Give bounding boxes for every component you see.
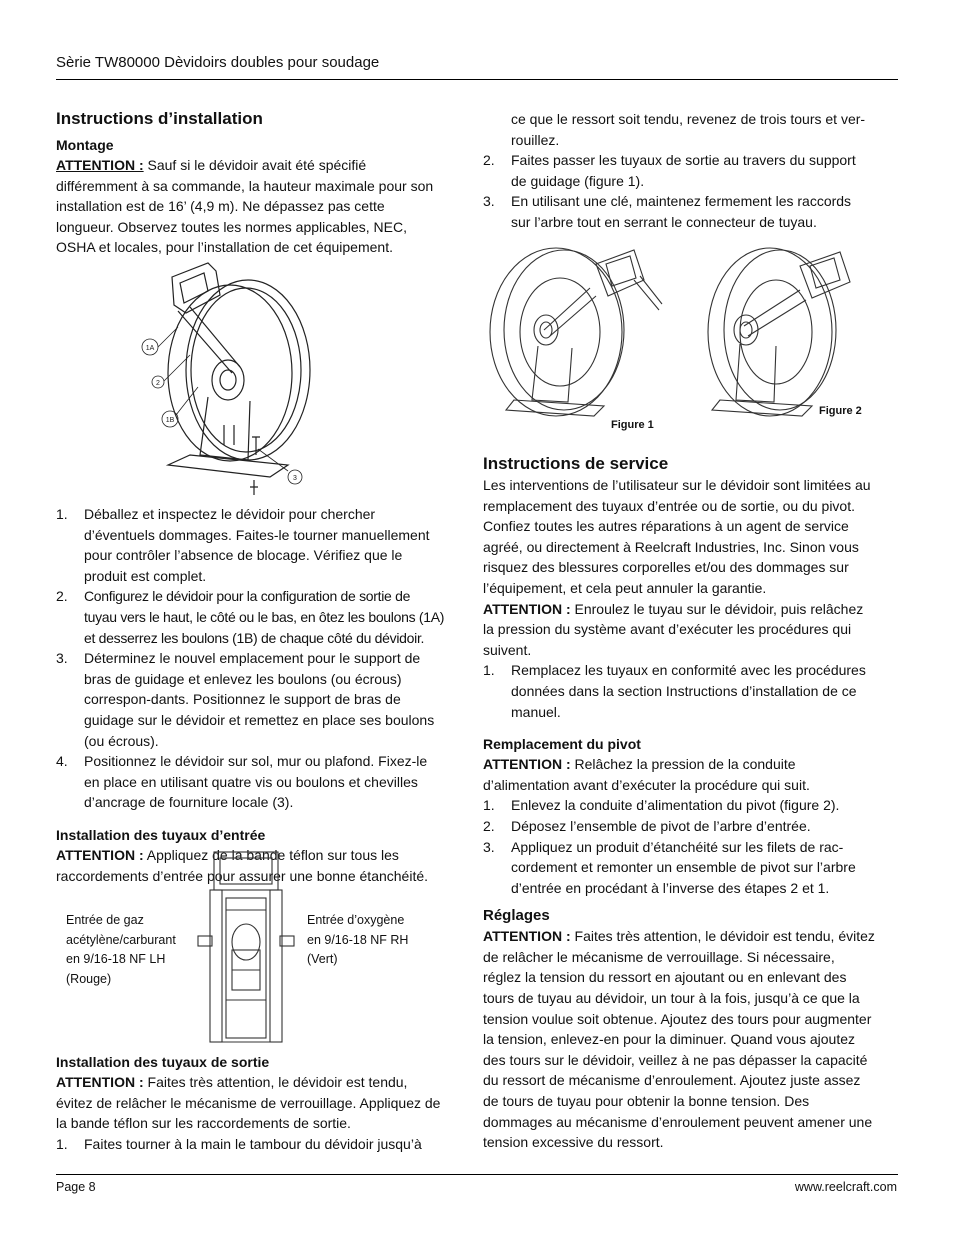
adjust-heading: Réglages (483, 907, 550, 925)
pivot-attention-paragraph: ATTENTION : Relâchez la pression de la conduite d’alimentation avant d’exécuter la procédure qui suit. (483, 756, 810, 793)
montage-heading: Montage (56, 137, 114, 153)
header-rule (56, 79, 898, 80)
gas-inlet-right-label: Entrée d’oxygène en 9/16-18 NF RH (Vert) (307, 913, 409, 966)
outlet-step-continuation: ce que le ressort soit tendu, revenez de trois tours et ver-rouillez. (511, 111, 866, 148)
install-step: 3. Déterminez le nouvel emplacement pour le support de bras de guidage et enlevez les boulons (ou écrous) correspon-dants. Positionnez le support de bras de guidage sur le dévidoir et remettez en place ses boulons (ou écrous). (56, 650, 435, 749)
pivot-heading: Remplacement du pivot (483, 736, 641, 753)
service-paragraph: Les interventions de l’utilisateur sur le dévidoir sont limitées au remplacement des tuyaux d’entrée ou de sortie, ou du pivot. Confiez toutes les autres réparations à un agent de service agréé, ou directement à Reelcraft Industries, Inc. Sinon vous risquez des blessures corporelles et/ou des dommages sur l’équipement, et cela peut annuler la garantie. (483, 477, 871, 596)
montage-attention-label: ATTENTION : (56, 157, 144, 173)
figure-1-drawing (484, 240, 664, 420)
inlet-text: Appliquez de la bande téflon sur tous les raccordements d’entrée pour assurer une bonne étanchéité. (56, 846, 429, 884)
left-steps-block (56, 504, 446, 886)
pivot-attention-label: ATTENTION : (483, 756, 571, 773)
document-header-title: Sèrie TW80000 Dèvidoirs doubles pour soudage (56, 54, 380, 71)
gas-inlet-figure (196, 850, 296, 1046)
service-attention-label: ATTENTION : (483, 600, 571, 617)
pivot-steps-list (483, 795, 875, 898)
pivot-step: 1. Enlevez la conduite d’alimentation du pivot (figure 2). (483, 797, 840, 814)
callout-1a: 1A (145, 345, 155, 352)
outlet-steps-list (56, 1134, 446, 1155)
left-column (56, 108, 446, 258)
footer-url: www.reelcraft.com (794, 1180, 897, 1194)
service-block (483, 453, 875, 1153)
page-number: Page 8 (56, 1180, 96, 1194)
callout-1b: 1B (165, 417, 175, 424)
outlet-attention-label: ATTENTION : (56, 1074, 144, 1090)
outlet-paragraph (56, 1072, 446, 1134)
inlet-attention-label: ATTENTION : (56, 846, 144, 863)
reel-install-figure (138, 255, 338, 500)
outlet-text: Faites très attention, le dévidoir est tendu, évitez de relâcher le mécanisme de verrouillage. Appliquez de la bande téflon sur les raccordements de sortie. (56, 1074, 441, 1132)
montage-text: Sauf si le dévidoir avait été spécifié différemment à sa commande, la hauteur maximale pour son installation est de 16’ (4,9 m). Ne dépassez pas cette longueur. Observez toutes les normes applicables, NEC, OSHA et locales, pour l’installation de cet équipement. (56, 157, 434, 256)
install-steps-list (56, 504, 446, 813)
install-step: 1. Déballez et inspectez le dévidoir pour chercher d’éventuels dommages. Faites-le tourner manuellement pour contrôler l’absence de blocage. Vérifiez que le produit est complet. (56, 506, 430, 584)
outlet-block (56, 1052, 446, 1154)
figure-1-label: Figure 1 (611, 419, 654, 431)
outlet-step: 3. En utilisant une clé, maintenez fermement les raccords sur l’arbre tout en serrant le connecteur de tuyau. (483, 193, 852, 230)
service-attention-paragraph: ATTENTION : Enroulez le tuyau sur le dévidoir, puis relâchez la pression du système avant d’exécuter les procédures qui suivent. (483, 600, 864, 658)
service-step: 1. Remplacez les tuyaux en conformité avec les procédures données dans la section Instructions d’installation de ce manuel. (483, 662, 866, 720)
callout-3: 3 (293, 475, 297, 482)
montage-paragraph (56, 155, 446, 258)
outlet-step: 2. Faites passer les tuyaux de sortie au travers du support de guidage (figure 1). (483, 152, 856, 189)
callout-2: 2 (156, 380, 160, 387)
gas-inlet-left-label: Entrée de gaz acétylène/carburant en 9/16-18 NF LH (Rouge) (66, 913, 176, 986)
install-step: 4. Positionnez le dévidoir sur sol, mur ou plafond. Fixez-le en place en utilisant quatre vis ou boulons et chevilles d’ancrage de fourniture locale (3). (56, 753, 428, 811)
adjust-paragraph: ATTENTION : Faites très attention, le dévidoir est tendu, évitez de relâcher le mécanisme de verrouillage. Si nécessaire, réglez la tension du ressort en ajoutant ou en enlevant des tours de tuyau au dévidoir, un tour à la fois, jusqu’à ce que la tension voulue soit obtenue. Ajoutez des tours pour augmenter la tension, enlevez-en pour la diminuer. Quand vous ajoutez des tours sur le dévidoir, veillez à ne pas dépasser la capacité du ressort de mécanisme d’enroulement. Ajoutez juste assez de tours de tuyau pour obtenir la bonne tension. Des dommages au mécanisme d’enroulement peuvent amener une tension excessive du ressort. (483, 928, 875, 1151)
service-heading: Instructions de service (483, 454, 669, 473)
figure-2-label: Figure 2 (819, 405, 862, 417)
pivot-step: 2. Déposez l’ensemble de pivot de l’arbre d’entrée. (483, 817, 811, 834)
install-step: 2. Configurez le dévidoir pour la configuration de sortie de tuyau vers le haut, le côté ou le bas, en ôtez les boulons (1A) et desserrez les boulons (1B) de chaque côté du dévidoir. (56, 588, 445, 646)
right-top-block (483, 109, 873, 233)
install-heading: Instructions d’installation (56, 109, 263, 128)
footer-rule (56, 1174, 898, 1175)
outlet-steps-list-cont (483, 150, 873, 232)
adjust-attention-label: ATTENTION : (483, 928, 571, 945)
pivot-step: 3. Appliquez un produit d’étanchéité sur les filets de rac-cordement et remonter un ensemble de pivot sur l’arbre d’entrée en procédant à l’inverse des étapes 2 et 1. (483, 838, 856, 896)
figure-2-drawing (700, 240, 870, 420)
outlet-step: 1. Faites tourner à la main le tambour du dévidoir jusqu’à (56, 1135, 422, 1152)
service-steps-list (483, 660, 875, 722)
outlet-heading: Installation des tuyaux de sortie (56, 1054, 270, 1070)
inlet-heading: Installation des tuyaux d’entrée (56, 826, 266, 843)
